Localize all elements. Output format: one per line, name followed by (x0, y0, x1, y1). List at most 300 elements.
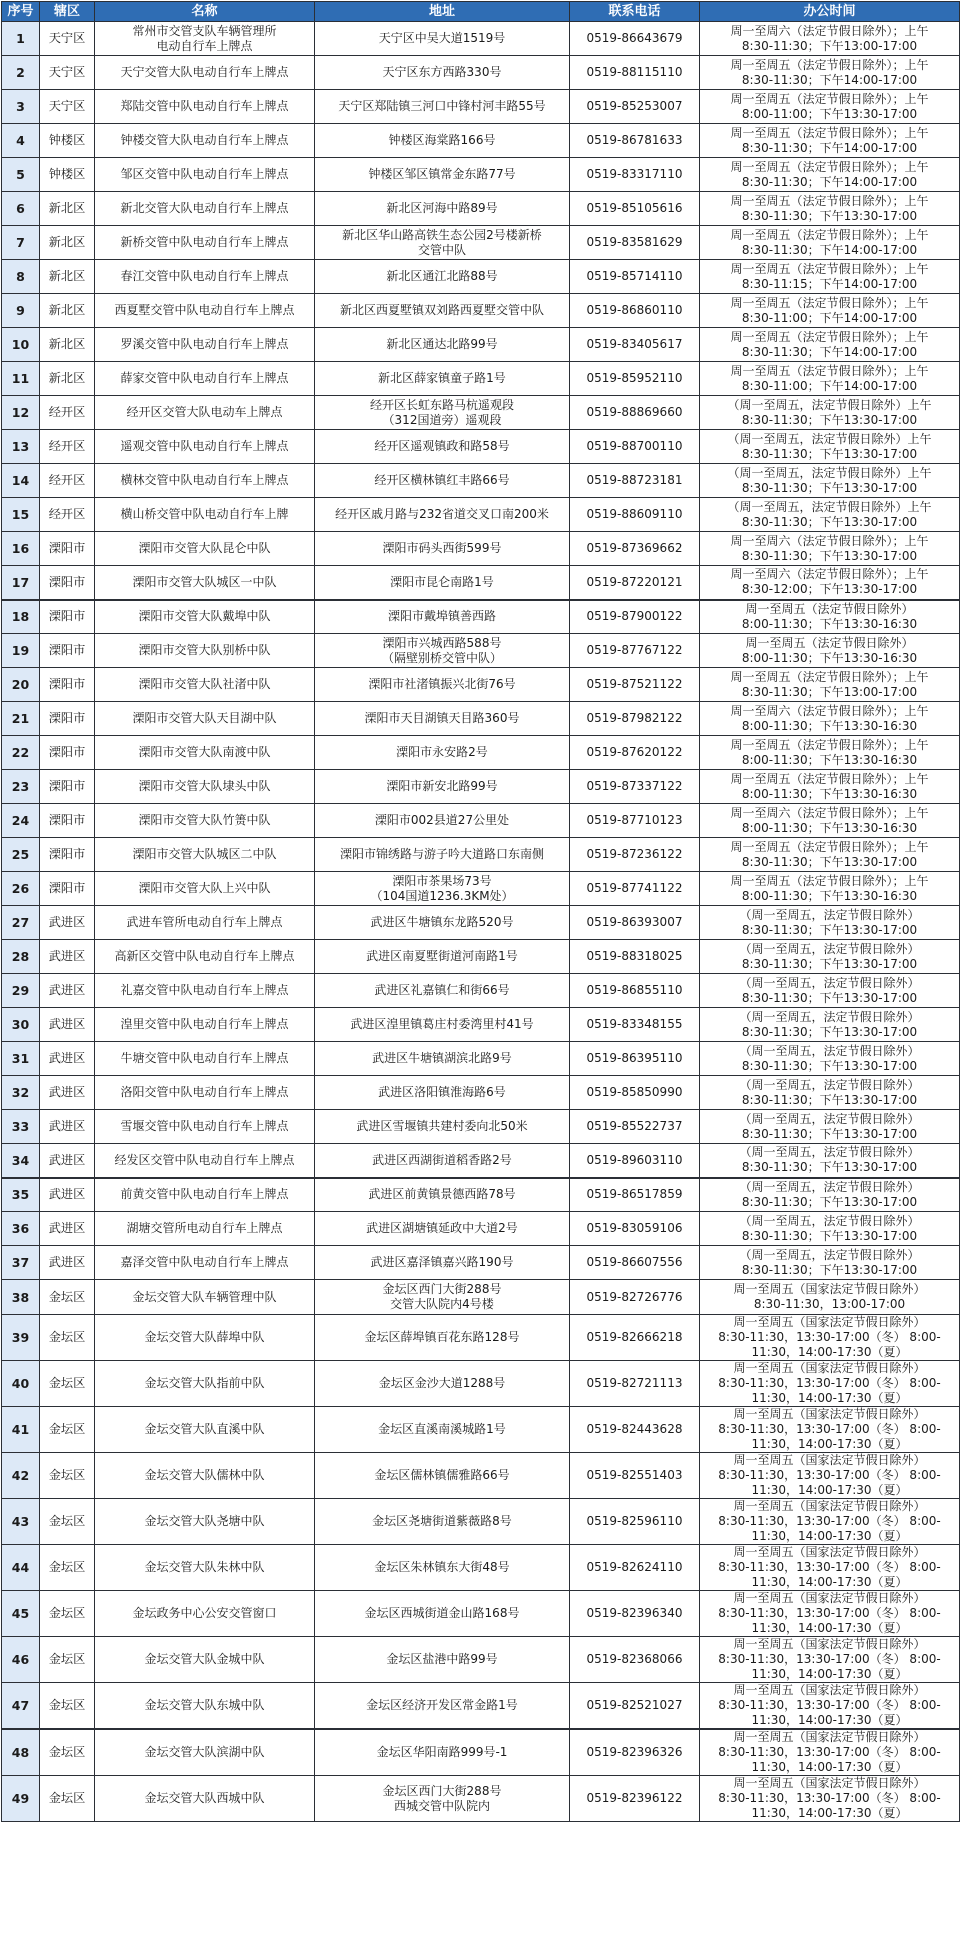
cell-office-hours: 周一至周六（法定节假日除外）；上午 8:30-12:00；下午13:30-17:00 (700, 566, 960, 600)
cell-name: 武进车管所电动自行车上牌点 (95, 906, 315, 940)
table-row (2, 192, 960, 226)
table-row (2, 1776, 960, 1822)
cell-serial-number: 39 (2, 1315, 40, 1361)
cell-phone: 0519-86860110 (570, 294, 700, 328)
cell-district: 金坛区 (40, 1315, 95, 1361)
cell-serial-number: 31 (2, 1042, 40, 1076)
cell-phone: 0519-83348155 (570, 1008, 700, 1042)
table-row (2, 702, 960, 736)
cell-address: 溧阳市永安路2号 (315, 736, 570, 770)
table-row (2, 634, 960, 668)
cell-address: 武进区湖塘镇延政中大道2号 (315, 1212, 570, 1246)
cell-address: 溧阳市茶果场73号 （104国道1236.3KM处） (315, 872, 570, 906)
cell-name: 金坛交管大队朱林中队 (95, 1545, 315, 1591)
cell-district: 金坛区 (40, 1453, 95, 1499)
cell-name: 西夏墅交管中队电动自行车上牌点 (95, 294, 315, 328)
cell-name: 金坛交管大队东城中队 (95, 1683, 315, 1730)
cell-district: 新北区 (40, 362, 95, 396)
table-row (2, 90, 960, 124)
cell-office-hours: 周一至周五（法定节假日除外）；上午 8:30-11:30；下午14:00-17:00 (700, 226, 960, 260)
cell-office-hours: （周一至周五，法定节假日除外） 8:30-11:30；下午13:30-17:00 (700, 1008, 960, 1042)
cell-serial-number: 27 (2, 906, 40, 940)
cell-district: 溧阳市 (40, 532, 95, 566)
cell-serial-number: 3 (2, 90, 40, 124)
cell-phone: 0519-87710123 (570, 804, 700, 838)
cell-phone: 0519-87220121 (570, 566, 700, 600)
cell-serial-number: 44 (2, 1545, 40, 1591)
table-row (2, 158, 960, 192)
cell-office-hours: 周一至周五（国家法定节假日除外） 8:30-11:30，13:30-17:00（冬） 8:00- 11:30，14:00-17:30（夏） (700, 1407, 960, 1453)
cell-address: 天宁区郑陆镇三河口中锋村河丰路55号 (315, 90, 570, 124)
cell-district: 武进区 (40, 1246, 95, 1280)
cell-address: 武进区湟里镇葛庄村委湾里村41号 (315, 1008, 570, 1042)
cell-serial-number: 32 (2, 1076, 40, 1110)
cell-serial-number: 29 (2, 974, 40, 1008)
header-district: 辖区 (40, 2, 95, 22)
table-row (2, 600, 960, 634)
cell-district: 金坛区 (40, 1545, 95, 1591)
table-row (2, 1499, 960, 1545)
cell-phone: 0519-86855110 (570, 974, 700, 1008)
cell-address: 武进区南夏墅街道河南路1号 (315, 940, 570, 974)
cell-district: 金坛区 (40, 1591, 95, 1637)
cell-district: 新北区 (40, 328, 95, 362)
cell-address: 溧阳市兴城西路588号 （隔壁别桥交管中队） (315, 634, 570, 668)
cell-phone: 0519-82396326 (570, 1729, 700, 1776)
cell-serial-number: 19 (2, 634, 40, 668)
table-row (2, 1110, 960, 1144)
cell-office-hours: （周一至周五，法定节假日除外） 8:30-11:30；下午13:30-17:00 (700, 1076, 960, 1110)
cell-district: 经开区 (40, 464, 95, 498)
cell-phone: 0519-87741122 (570, 872, 700, 906)
cell-serial-number: 45 (2, 1591, 40, 1637)
cell-district: 武进区 (40, 1212, 95, 1246)
table-row (2, 22, 960, 56)
cell-office-hours: （周一至周五，法定节假日除外） 8:30-11:30；下午13:30-17:00 (700, 906, 960, 940)
cell-serial-number: 20 (2, 668, 40, 702)
cell-phone: 0519-85714110 (570, 260, 700, 294)
cell-serial-number: 47 (2, 1683, 40, 1730)
cell-phone: 0519-82396122 (570, 1776, 700, 1822)
cell-serial-number: 16 (2, 532, 40, 566)
cell-office-hours: 周一至周五（国家法定节假日除外） 8:30-11:30，13:30-17:00（冬） 8:00- 11:30，14:00-17:30（夏） (700, 1729, 960, 1776)
table-row (2, 838, 960, 872)
cell-name: 金坛交管大队指前中队 (95, 1361, 315, 1407)
cell-district: 金坛区 (40, 1637, 95, 1683)
cell-serial-number: 24 (2, 804, 40, 838)
cell-name: 经开区交管大队电动车上牌点 (95, 396, 315, 430)
cell-serial-number: 40 (2, 1361, 40, 1407)
cell-name: 横山桥交管中队电动自行车上牌 (95, 498, 315, 532)
cell-serial-number: 2 (2, 56, 40, 90)
table-row (2, 1076, 960, 1110)
cell-address: 金坛区儒林镇儒雅路66号 (315, 1453, 570, 1499)
cell-serial-number: 28 (2, 940, 40, 974)
cell-district: 溧阳市 (40, 804, 95, 838)
cell-phone: 0519-85952110 (570, 362, 700, 396)
cell-phone: 0519-83581629 (570, 226, 700, 260)
cell-office-hours: 周一至周五（法定节假日除外）；上午 8:30-11:30；下午14:00-17:00 (700, 158, 960, 192)
cell-serial-number: 17 (2, 566, 40, 600)
cell-address: 新北区通达北路99号 (315, 328, 570, 362)
cell-address: 新北区华山路高铁生态公园2号楼新桥 交管中队 (315, 226, 570, 260)
cell-serial-number: 34 (2, 1144, 40, 1178)
cell-name: 溧阳市交管大队南渡中队 (95, 736, 315, 770)
table-row (2, 1637, 960, 1683)
table-row (2, 1280, 960, 1315)
cell-phone: 0519-85105616 (570, 192, 700, 226)
cell-phone: 0519-82368066 (570, 1637, 700, 1683)
cell-serial-number: 25 (2, 838, 40, 872)
cell-phone: 0519-87337122 (570, 770, 700, 804)
cell-district: 金坛区 (40, 1361, 95, 1407)
table-row (2, 872, 960, 906)
registration-points-sheet (0, 1, 960, 1942)
cell-address: 经开区遥观镇政和路58号 (315, 430, 570, 464)
cell-district: 新北区 (40, 226, 95, 260)
table-row (2, 430, 960, 464)
cell-district: 金坛区 (40, 1407, 95, 1453)
cell-office-hours: 周一至周六（法定节假日除外）；上午 8:00-11:30；下午13:30-16:30 (700, 702, 960, 736)
cell-phone: 0519-87369662 (570, 532, 700, 566)
cell-district: 溧阳市 (40, 600, 95, 634)
cell-address: 经开区长虹东路马杭遥观段 （312国道旁）遥观段 (315, 396, 570, 430)
cell-district: 武进区 (40, 1076, 95, 1110)
cell-office-hours: 周一至周五（国家法定节假日除外） 8:30-11:30，13:30-17:00（冬） 8:00- 11:30，14:00-17:30（夏） (700, 1315, 960, 1361)
cell-name: 罗溪交管中队电动自行车上牌点 (95, 328, 315, 362)
cell-phone: 0519-83317110 (570, 158, 700, 192)
cell-district: 溧阳市 (40, 838, 95, 872)
cell-phone: 0519-82624110 (570, 1545, 700, 1591)
cell-district: 溧阳市 (40, 770, 95, 804)
cell-address: 溧阳市昆仑南路1号 (315, 566, 570, 600)
cell-address: 金坛区朱林镇东大街48号 (315, 1545, 570, 1591)
table-row (2, 396, 960, 430)
cell-serial-number: 4 (2, 124, 40, 158)
cell-phone: 0519-82666218 (570, 1315, 700, 1361)
table-row (2, 940, 960, 974)
cell-name: 溧阳市交管大队别桥中队 (95, 634, 315, 668)
cell-district: 天宁区 (40, 22, 95, 56)
cell-phone: 0519-87620122 (570, 736, 700, 770)
cell-office-hours: 周一至周五（国家法定节假日除外） 8:30-11:30，13:00-17:00 (700, 1280, 960, 1315)
cell-office-hours: 周一至周五（法定节假日除外）；上午 8:30-11:00；下午14:00-17:00 (700, 362, 960, 396)
cell-address: 武进区牛塘镇东龙路520号 (315, 906, 570, 940)
table-row (2, 1453, 960, 1499)
cell-office-hours: 周一至周五（法定节假日除外）；上午 8:30-11:30；下午14:00-17:00 (700, 124, 960, 158)
cell-office-hours: （周一至周五，法定节假日除外）上午 8:30-11:30；下午13:30-17:00 (700, 464, 960, 498)
cell-phone: 0519-83059106 (570, 1212, 700, 1246)
table-row (2, 124, 960, 158)
cell-phone: 0519-86781633 (570, 124, 700, 158)
header-serial-number: 序号 (2, 2, 40, 22)
cell-serial-number: 5 (2, 158, 40, 192)
cell-serial-number: 14 (2, 464, 40, 498)
table-row (2, 56, 960, 90)
cell-name: 遥观交管中队电动自行车上牌点 (95, 430, 315, 464)
cell-office-hours: 周一至周五（国家法定节假日除外） 8:30-11:30，13:30-17:00（冬） 8:00- 11:30，14:00-17:30（夏） (700, 1683, 960, 1730)
cell-name: 金坛交管大队车辆管理中队 (95, 1280, 315, 1315)
registration-points-table (1, 1, 960, 1822)
cell-name: 金坛交管大队金城中队 (95, 1637, 315, 1683)
cell-serial-number: 41 (2, 1407, 40, 1453)
cell-name: 溧阳市交管大队天目湖中队 (95, 702, 315, 736)
table-row (2, 770, 960, 804)
cell-serial-number: 33 (2, 1110, 40, 1144)
cell-district: 天宁区 (40, 56, 95, 90)
table-row (2, 668, 960, 702)
cell-district: 经开区 (40, 498, 95, 532)
cell-office-hours: 周一至周五（国家法定节假日除外） 8:30-11:30，13:30-17:00（冬） 8:00- 11:30，14:00-17:30（夏） (700, 1591, 960, 1637)
table-header-row (2, 2, 960, 22)
cell-serial-number: 7 (2, 226, 40, 260)
cell-office-hours: 周一至周五（国家法定节假日除外） 8:30-11:30，13:30-17:00（冬） 8:00- 11:30，14:00-17:30（夏） (700, 1453, 960, 1499)
cell-name: 常州市交管支队车辆管理所 电动自行车上牌点 (95, 22, 315, 56)
cell-office-hours: 周一至周五（法定节假日除外）；上午 8:00-11:30；下午13:30-16:30 (700, 736, 960, 770)
cell-phone: 0519-82596110 (570, 1499, 700, 1545)
header-office-hours: 办公时间 (700, 2, 960, 22)
table-row (2, 464, 960, 498)
cell-district: 武进区 (40, 1144, 95, 1178)
cell-office-hours: 周一至周五（法定节假日除外）；上午 8:00-11:00；下午13:30-17:00 (700, 90, 960, 124)
cell-name: 郑陆交管中队电动自行车上牌点 (95, 90, 315, 124)
cell-district: 溧阳市 (40, 634, 95, 668)
cell-office-hours: 周一至周六（法定节假日除外）；上午 8:30-11:30；下午13:30-17:00 (700, 532, 960, 566)
cell-district: 天宁区 (40, 90, 95, 124)
cell-serial-number: 35 (2, 1178, 40, 1212)
cell-name: 洛阳交管中队电动自行车上牌点 (95, 1076, 315, 1110)
cell-office-hours: 周一至周六（法定节假日除外）；上午 8:30-11:30；下午13:00-17:00 (700, 22, 960, 56)
cell-phone: 0519-85522737 (570, 1110, 700, 1144)
cell-phone: 0519-86393007 (570, 906, 700, 940)
cell-name: 天宁交管大队电动自行车上牌点 (95, 56, 315, 90)
cell-office-hours: 周一至周五（法定节假日除外）；上午 8:30-11:30；下午14:00-17:00 (700, 328, 960, 362)
cell-phone: 0519-88700110 (570, 430, 700, 464)
cell-phone: 0519-87900122 (570, 600, 700, 634)
cell-phone: 0519-82443628 (570, 1407, 700, 1453)
cell-name: 高新区交管中队电动自行车上牌点 (95, 940, 315, 974)
cell-phone: 0519-86607556 (570, 1246, 700, 1280)
cell-address: 新北区河海中路89号 (315, 192, 570, 226)
cell-phone: 0519-82726776 (570, 1280, 700, 1315)
cell-district: 金坛区 (40, 1683, 95, 1730)
table-row (2, 328, 960, 362)
cell-serial-number: 46 (2, 1637, 40, 1683)
cell-phone: 0519-88115110 (570, 56, 700, 90)
cell-name: 溧阳市交管大队竹箦中队 (95, 804, 315, 838)
cell-district: 溧阳市 (40, 872, 95, 906)
cell-office-hours: 周一至周五（法定节假日除外）；上午 8:30-11:30；下午13:00-17:00 (700, 668, 960, 702)
table-row (2, 1591, 960, 1637)
cell-office-hours: （周一至周五，法定节假日除外） 8:30-11:30；下午13:30-17:00 (700, 1212, 960, 1246)
table-row (2, 1407, 960, 1453)
table-row (2, 1178, 960, 1212)
cell-office-hours: （周一至周五，法定节假日除外）上午 8:30-11:30；下午13:30-17:00 (700, 396, 960, 430)
cell-district: 金坛区 (40, 1499, 95, 1545)
cell-address: 新北区通江北路88号 (315, 260, 570, 294)
cell-serial-number: 9 (2, 294, 40, 328)
cell-name: 溧阳市交管大队城区一中队 (95, 566, 315, 600)
cell-phone: 0519-88869660 (570, 396, 700, 430)
cell-phone: 0519-87236122 (570, 838, 700, 872)
cell-name: 薛家交管中队电动自行车上牌点 (95, 362, 315, 396)
table-row (2, 1315, 960, 1361)
table-row (2, 1545, 960, 1591)
table-row (2, 362, 960, 396)
cell-name: 湟里交管中队电动自行车上牌点 (95, 1008, 315, 1042)
cell-office-hours: 周一至周五（法定节假日除外） 8:00-11:30；下午13:30-16:30 (700, 600, 960, 634)
cell-address: 金坛区华阳南路999号-1 (315, 1729, 570, 1776)
cell-name: 金坛交管大队儒林中队 (95, 1453, 315, 1499)
cell-phone: 0519-88609110 (570, 498, 700, 532)
cell-district: 经开区 (40, 396, 95, 430)
cell-serial-number: 42 (2, 1453, 40, 1499)
cell-name: 金坛政务中心公安交管窗口 (95, 1591, 315, 1637)
cell-serial-number: 15 (2, 498, 40, 532)
cell-office-hours: 周一至周五（法定节假日除外） 8:00-11:30；下午13:30-16:30 (700, 634, 960, 668)
cell-serial-number: 10 (2, 328, 40, 362)
cell-name: 金坛交管大队直溪中队 (95, 1407, 315, 1453)
cell-name: 钟楼交管大队电动自行车上牌点 (95, 124, 315, 158)
cell-name: 牛塘交管中队电动自行车上牌点 (95, 1042, 315, 1076)
cell-office-hours: 周一至周五（法定节假日除外）；上午 8:30-11:30；下午13:30-17:00 (700, 838, 960, 872)
cell-office-hours: 周一至周五（国家法定节假日除外） 8:30-11:30，13:30-17:00（冬） 8:00- 11:30，14:00-17:30（夏） (700, 1361, 960, 1407)
cell-phone: 0519-86395110 (570, 1042, 700, 1076)
cell-serial-number: 11 (2, 362, 40, 396)
cell-office-hours: 周一至周五（法定节假日除外）；上午 8:30-11:15；下午14:00-17:00 (700, 260, 960, 294)
cell-serial-number: 38 (2, 1280, 40, 1315)
cell-office-hours: 周一至周五（法定节假日除外）；上午 8:30-11:30；下午14:00-17:00 (700, 56, 960, 90)
cell-district: 武进区 (40, 1110, 95, 1144)
cell-office-hours: 周一至周五（国家法定节假日除外） 8:30-11:30，13:30-17:00（冬） 8:00- 11:30，14:00-17:30（夏） (700, 1776, 960, 1822)
cell-phone: 0519-82721113 (570, 1361, 700, 1407)
cell-office-hours: （周一至周五，法定节假日除外） 8:30-11:30；下午13:30-17:00 (700, 1144, 960, 1178)
cell-office-hours: 周一至周五（国家法定节假日除外） 8:30-11:30，13:30-17:00（冬） 8:00- 11:30，14:00-17:30（夏） (700, 1637, 960, 1683)
cell-address: 溧阳市社渚镇振兴北街76号 (315, 668, 570, 702)
cell-office-hours: （周一至周五，法定节假日除外） 8:30-11:30；下午13:30-17:00 (700, 940, 960, 974)
cell-district: 新北区 (40, 192, 95, 226)
cell-name: 金坛交管大队尧塘中队 (95, 1499, 315, 1545)
cell-phone: 0519-88723181 (570, 464, 700, 498)
cell-phone: 0519-86643679 (570, 22, 700, 56)
table-row (2, 1212, 960, 1246)
cell-serial-number: 49 (2, 1776, 40, 1822)
cell-office-hours: （周一至周五，法定节假日除外）上午 8:30-11:30；下午13:30-17:00 (700, 430, 960, 464)
cell-office-hours: 周一至周六（法定节假日除外）；上午 8:00-11:30；下午13:30-16:30 (700, 804, 960, 838)
cell-address: 武进区礼嘉镇仁和街66号 (315, 974, 570, 1008)
cell-serial-number: 43 (2, 1499, 40, 1545)
cell-phone: 0519-87767122 (570, 634, 700, 668)
cell-serial-number: 48 (2, 1729, 40, 1776)
cell-address: 金坛区薛埠镇百花东路128号 (315, 1315, 570, 1361)
cell-district: 溧阳市 (40, 736, 95, 770)
cell-district: 武进区 (40, 1178, 95, 1212)
cell-name: 溧阳市交管大队埭头中队 (95, 770, 315, 804)
cell-address: 金坛区直溪南溪城路1号 (315, 1407, 570, 1453)
cell-serial-number: 18 (2, 600, 40, 634)
cell-phone: 0519-85850990 (570, 1076, 700, 1110)
cell-address: 武进区前黄镇景德西路78号 (315, 1178, 570, 1212)
table-row (2, 1729, 960, 1776)
cell-district: 金坛区 (40, 1729, 95, 1776)
table-row (2, 1683, 960, 1730)
table-row (2, 804, 960, 838)
cell-address: 武进区雪堰镇共建村委向北50米 (315, 1110, 570, 1144)
cell-name: 礼嘉交管中队电动自行车上牌点 (95, 974, 315, 1008)
header-address: 地址 (315, 2, 570, 22)
cell-phone: 0519-89603110 (570, 1144, 700, 1178)
cell-office-hours: （周一至周五，法定节假日除外） 8:30-11:30；下午13:30-17:00 (700, 974, 960, 1008)
cell-office-hours: 周一至周五（国家法定节假日除外） 8:30-11:30，13:30-17:00（冬） 8:00- 11:30，14:00-17:30（夏） (700, 1545, 960, 1591)
cell-phone: 0519-83405617 (570, 328, 700, 362)
cell-phone: 0519-87982122 (570, 702, 700, 736)
cell-address: 金坛区盐港中路99号 (315, 1637, 570, 1683)
cell-name: 新桥交管中队电动自行车上牌点 (95, 226, 315, 260)
table-row (2, 1361, 960, 1407)
cell-district: 武进区 (40, 1042, 95, 1076)
cell-district: 经开区 (40, 430, 95, 464)
cell-address: 金坛区经济开发区常金路1号 (315, 1683, 570, 1730)
table-row (2, 260, 960, 294)
cell-address: 天宁区东方西路330号 (315, 56, 570, 90)
cell-district: 新北区 (40, 260, 95, 294)
header-phone: 联系电话 (570, 2, 700, 22)
cell-office-hours: （周一至周五，法定节假日除外） 8:30-11:30；下午13:30-17:00 (700, 1178, 960, 1212)
cell-address: 溧阳市锦绣路与游子吟大道路口东南侧 (315, 838, 570, 872)
cell-address: 武进区嘉泽镇嘉兴路190号 (315, 1246, 570, 1280)
cell-address: 溧阳市码头西街599号 (315, 532, 570, 566)
table-row (2, 1008, 960, 1042)
cell-address: 溧阳市新安北路99号 (315, 770, 570, 804)
cell-address: 武进区洛阳镇淮海路6号 (315, 1076, 570, 1110)
cell-phone: 0519-85253007 (570, 90, 700, 124)
cell-office-hours: 周一至周五（法定节假日除外）；上午 8:00-11:30；下午13:30-16:30 (700, 770, 960, 804)
cell-name: 溧阳市交管大队戴埠中队 (95, 600, 315, 634)
cell-name: 溧阳市交管大队社渚中队 (95, 668, 315, 702)
cell-name: 经发区交管中队电动自行车上牌点 (95, 1144, 315, 1178)
cell-name: 金坛交管大队滨湖中队 (95, 1729, 315, 1776)
cell-name: 溧阳市交管大队上兴中队 (95, 872, 315, 906)
cell-address: 溧阳市戴埠镇善西路 (315, 600, 570, 634)
cell-district: 新北区 (40, 294, 95, 328)
cell-name: 邹区交管中队电动自行车上牌点 (95, 158, 315, 192)
cell-district: 武进区 (40, 1008, 95, 1042)
table-row (2, 226, 960, 260)
cell-address: 钟楼区海棠路166号 (315, 124, 570, 158)
cell-address: 金坛区西城街道金山路168号 (315, 1591, 570, 1637)
table-row (2, 566, 960, 600)
cell-phone: 0519-88318025 (570, 940, 700, 974)
cell-office-hours: （周一至周五，法定节假日除外） 8:30-11:30；下午13:30-17:00 (700, 1246, 960, 1280)
cell-serial-number: 6 (2, 192, 40, 226)
cell-phone: 0519-82551403 (570, 1453, 700, 1499)
cell-address: 溧阳市天目湖镇天目路360号 (315, 702, 570, 736)
table-row (2, 532, 960, 566)
cell-serial-number: 8 (2, 260, 40, 294)
cell-address: 钟楼区邹区镇常金东路77号 (315, 158, 570, 192)
cell-serial-number: 26 (2, 872, 40, 906)
cell-name: 湖塘交管所电动自行车上牌点 (95, 1212, 315, 1246)
table-body (2, 22, 960, 1822)
cell-district: 溧阳市 (40, 566, 95, 600)
cell-district: 金坛区 (40, 1776, 95, 1822)
cell-address: 金坛区金沙大道1288号 (315, 1361, 570, 1407)
cell-district: 武进区 (40, 940, 95, 974)
cell-address: 新北区西夏墅镇双刘路西夏墅交管中队 (315, 294, 570, 328)
cell-serial-number: 1 (2, 22, 40, 56)
cell-name: 雪堰交管中队电动自行车上牌点 (95, 1110, 315, 1144)
cell-phone: 0519-86517859 (570, 1178, 700, 1212)
